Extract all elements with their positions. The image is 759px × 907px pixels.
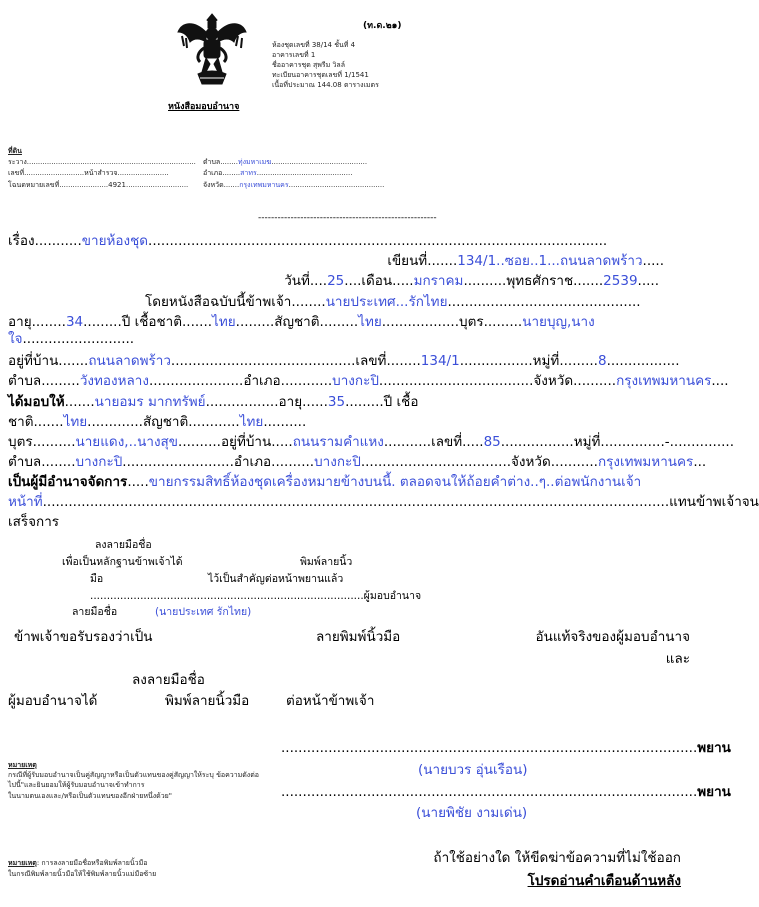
note-2-line-2: ในกรณีพิมพ์ลายนิ้วมือให้ใช้พิมพ์ลายนิ้วแม่มือซ้าย	[8, 870, 157, 878]
age-line-cont: ใจ..........................	[8, 331, 135, 347]
address-line: อยู่ที่บ้าน.......ถนนลาดพร้าว...........................................เลขที่........134/1.................หมู่ที่.........8.................	[8, 353, 680, 369]
age-line: อายุ........34.........ปี เชื้อชาติ.......ไทย.........สัญชาติ.........ไทย..................บุตร.........นายบุญ,นาง	[8, 314, 595, 330]
grantee-line: ได้มอบให้.......นายอมร มากทรัพย์.................อายุ......35.........ปี เชื้อ	[8, 394, 419, 410]
land-sheet: ระวาง............................................................................	[8, 158, 196, 166]
date-line: วันที่....25....เดือน.....มกราคม..........พุทธศักราช.......2539.....	[284, 273, 659, 289]
unit-info-5: เนื้อที่ประมาณ 144.08 ตารางเมตร	[272, 81, 379, 89]
section-divider: -------------------------------------------------------	[258, 213, 437, 223]
certify-and: และ	[665, 651, 690, 667]
land-number: เลขที่...........................หน้าสำรวจ.......................	[8, 169, 169, 177]
written-at-line: เขียนที่.......134/1..ซอย..1...ถนนลาดพร้าว.....	[387, 253, 664, 269]
unit-info-1: ห้องชุดเลขที่ 38/14 ชั้นที่ 4	[272, 41, 356, 49]
witness-2-line: .................................................................................................พยาน	[281, 784, 731, 800]
authority-line: เป็นผู้มีอำนาจจัดการ.....ขายกรรมสิทธิ์ห้องชุดเครื่องหมายข้างบนนี้. ตลอดจนให้ถ้อยคำต่าง..ๆ..ต่อพนักงานเจ้า	[8, 474, 642, 490]
strike-instruction: ถ้าใช้อย่างใด ให้ขีดฆ่าข้อความที่ไม่ใช้ออก	[433, 850, 681, 866]
grantor-signature-name: (นายประเทศ รักไทย)	[155, 606, 252, 618]
land-heading: ที่ดิน	[8, 147, 22, 155]
subject-line: เรื่อง...........ขายห้องชุด...........................................................................................................	[8, 233, 608, 249]
grantee-nationality-line: ชาติ.......ไทย.............สัญชาติ............ไทย..........	[8, 414, 307, 430]
witness-1-line: .................................................................................................พยาน	[281, 740, 731, 756]
certify-signed: ลงลายมือชื่อ	[132, 672, 205, 688]
authority-line-cont: หน้าที่..................................................................................................................................................แทนข้าพเจ้าจน	[8, 494, 759, 510]
note-1-line-2: ไปนี้"และยินยอมให้ผู้รับมอบอำนาจเข้าทำการ	[8, 781, 145, 789]
grantor-sign-line: ..................................................................................ผู้มอบอำนาจ	[90, 590, 422, 602]
note-1-title: หมายเหตุ	[8, 761, 37, 769]
certify-grantor-can: ผู้มอบอำนาจได้	[8, 693, 98, 709]
kept-label: ไว้เป็นสำคัญต่อหน้าพยานแล้ว	[208, 573, 344, 585]
completion-line: เสร็จการ	[8, 514, 60, 530]
certify-fingerprint: ลายพิมพ์นิ้วมือ	[316, 629, 401, 645]
tambon-line: ตำบล.........วังทองหลาง......................อำเภอ............บางกะปิ....................................จังหวัด..........กรุงเทพมหานคร....	[8, 373, 729, 389]
certify-text: ข้าพเจ้าขอรับรองว่าเป็น	[14, 629, 153, 645]
sign-label: ลงลายมือชื่อ	[95, 539, 152, 551]
garuda-emblem-icon	[176, 12, 248, 86]
grantee-tambon-line: ตำบล........บางกะปิ..........................อำเภอ..........บางกะปิ...................................จังหวัด...........กรุงเทพมหานคร...	[8, 454, 707, 470]
grantee-address-line: บุตร..........นายแดง,..นางสุข..........อยู่ที่บ้าน.....ถนนรามคำแหง...........เลขที่.....85.................หมู่ที่...............-...............	[8, 434, 735, 450]
grantor-line: โดยหนังสือฉบับนี้ข้าพเจ้า........นายประเทศ...รักไทย.............................................	[145, 294, 641, 310]
unit-info-3: ชื่ออาคารชุด สุพรีม วิลล์	[272, 61, 345, 69]
evidence-label: เพื่อเป็นหลักฐานข้าพเจ้าได้	[62, 556, 183, 568]
unit-info-4: ทะเบียนอาคารชุดเลขที่ 1/1541	[272, 71, 369, 79]
land-deed: โฉนดหมายเลขที่......................4921............................	[8, 181, 189, 189]
land-province: จังหวัด.......กรุงเทพมหานคร...........................................	[203, 181, 385, 189]
land-amphoe: อำเภอ........สาทร...........................................	[203, 169, 353, 177]
fingerprint-label: พิมพ์ลายนิ้ว	[300, 556, 353, 568]
signature-label: ลายมือชื่อ	[72, 606, 118, 618]
read-back-warning: โปรดอ่านคำเตือนด้านหลัง	[527, 873, 681, 889]
certify-before-me: ต่อหน้าข้าพเจ้า	[286, 693, 375, 709]
witness-1-name: (นายบวร อุ่นเรือน)	[418, 762, 528, 778]
form-code: (ท.ด.๒๑)	[363, 21, 402, 31]
certify-print-finger: พิมพ์ลายนิ้วมือ	[165, 693, 250, 709]
note-2-line-1: หมายเหตุ: การลงลายมือชื่อหรือพิมพ์ลายนิ้วมือ	[8, 859, 148, 867]
note-1-line-3: ในนามตนเองและ/หรือเป็นตัวแทนของอีกฝ่ายหนึ่งด้วย"	[8, 792, 172, 800]
doc-title: หนังสือมอบอำนาจ	[168, 102, 240, 112]
certify-genuine: อันแท้จริงของผู้มอบอำนาจ	[535, 629, 690, 645]
hand-label: มือ	[90, 573, 104, 585]
unit-info-2: อาคารเลขที่ 1	[272, 51, 316, 59]
land-tambon: ตำบล........ทุ่งมหาเมฆ...........................................	[203, 158, 368, 166]
note-1-line-1: กรณีที่ผู้รับมอบอำนาจเป็นคู่สัญญาหรือเป็นตัวแทนของคู่สัญญาให้ระบุ ข้อความดังต่อ	[8, 771, 259, 779]
witness-2-name: (นายพิชัย งามเด่น)	[416, 805, 528, 821]
